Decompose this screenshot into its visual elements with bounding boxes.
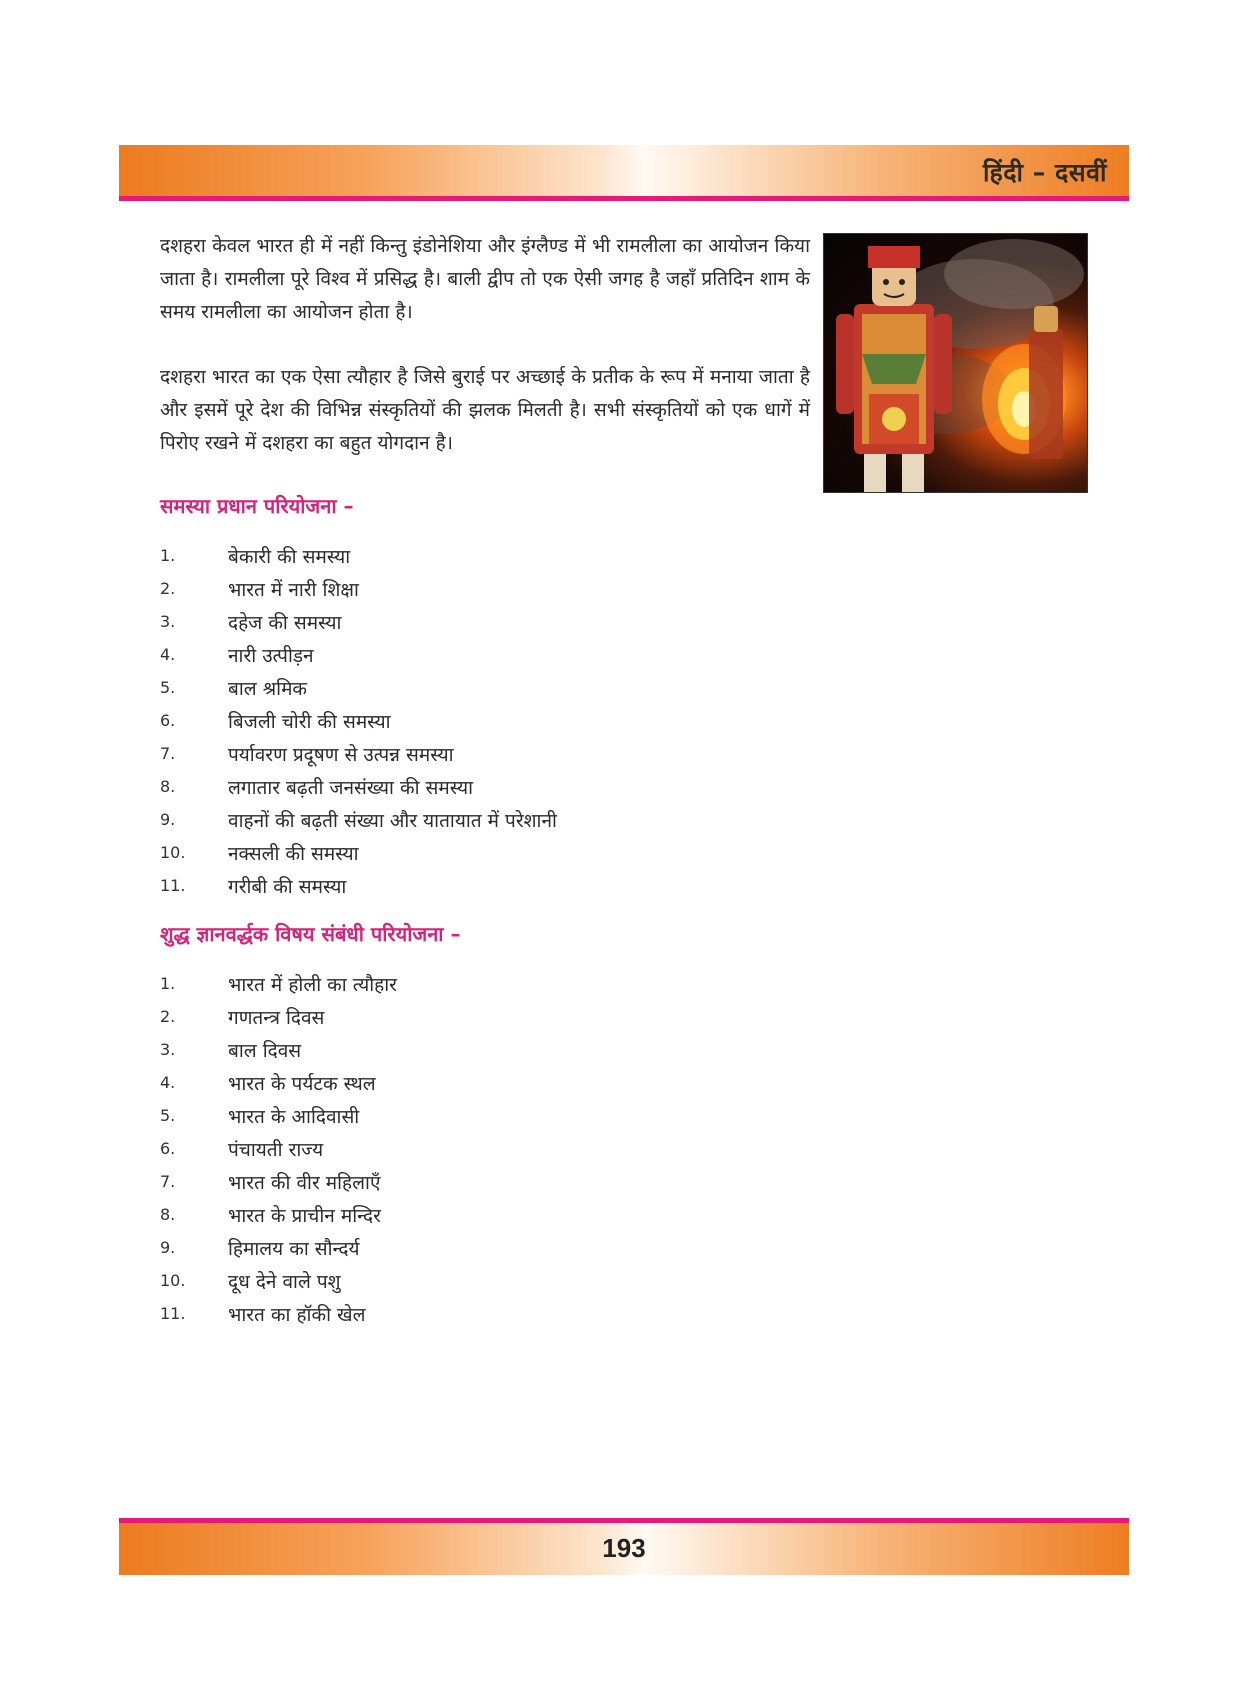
header-band bbox=[119, 145, 1129, 196]
list-text: नारी उत्पीड़न bbox=[228, 644, 314, 667]
list-item bbox=[160, 737, 810, 770]
list-item bbox=[160, 1099, 810, 1132]
list-number: 9. bbox=[160, 1238, 176, 1257]
list-text: पंचायती राज्य bbox=[228, 1138, 324, 1161]
list-text: दूध देने वाले पशु bbox=[228, 1270, 341, 1293]
intro-paragraph-1: दशहरा केवल भारत ही में नहीं किन्तु इंडोनेशिया और इंग्लैण्ड में भी रामलीला का आयोजन किया जाता है। रामलीला पूरे विश्व में प्रसिद्ध है। बाली द्वीप तो एक ऐसी जगह है जहाँ प्रतिदिन शाम के समय रामलीला का आयोजन होता है। bbox=[160, 235, 810, 323]
list-item bbox=[160, 1165, 810, 1198]
list-number: 4. bbox=[160, 645, 176, 664]
list-item bbox=[160, 638, 810, 671]
list-number: 6. bbox=[160, 711, 176, 730]
list-item bbox=[160, 770, 810, 803]
problem-projects-list bbox=[160, 539, 810, 902]
list-number: 2. bbox=[160, 579, 176, 598]
list-item bbox=[160, 605, 810, 638]
list-number: 5. bbox=[160, 678, 176, 697]
list-number: 3. bbox=[160, 1040, 176, 1059]
section-title-problem-projects: समस्या प्रधान परियोजना – bbox=[160, 494, 354, 518]
list-item bbox=[160, 967, 810, 1000]
list-text: बाल दिवस bbox=[228, 1039, 302, 1062]
list-text: बाल श्रमिक bbox=[228, 677, 308, 700]
list-item bbox=[160, 1198, 810, 1231]
list-text: भारत के आदिवासी bbox=[228, 1105, 360, 1128]
effigy-illustration bbox=[824, 234, 1087, 492]
list-number: 1. bbox=[160, 974, 176, 993]
list-number: 3. bbox=[160, 612, 176, 631]
list-text: पर्यावरण प्रदूषण से उत्पन्न समस्या bbox=[228, 743, 454, 766]
list-number: 6. bbox=[160, 1139, 176, 1158]
list-item bbox=[160, 1231, 810, 1264]
list-number: 11. bbox=[160, 1304, 186, 1323]
list-item bbox=[160, 572, 810, 605]
list-number: 10. bbox=[160, 843, 186, 862]
list-text: भारत के प्राचीन मन्दिर bbox=[228, 1204, 381, 1227]
list-number: 11. bbox=[160, 876, 186, 895]
list-text: भारत में नारी शिक्षा bbox=[228, 578, 359, 601]
list-text: नक्सली की समस्या bbox=[228, 842, 359, 865]
list-text: भारत में होली का त्यौहार bbox=[228, 973, 397, 996]
list-text: हिमालय का सौन्दर्य bbox=[228, 1237, 360, 1260]
list-item bbox=[160, 1132, 810, 1165]
list-text: बेकारी की समस्या bbox=[228, 545, 351, 568]
list-text: भारत का हॉकी खेल bbox=[228, 1303, 366, 1326]
list-item bbox=[160, 1000, 810, 1033]
intro-paragraph-2: दशहरा भारत का एक ऐसा त्यौहार है जिसे बुराई पर अच्छाई के प्रतीक के रूप में मनाया जाता है और इसमें पूरे देश की विभिन्न संस्कृतियों की झलक मिलती है। सभी संस्कृतियों को एक धागें में पिरोए रखने में दशहरा का बहुत योगदान है। bbox=[160, 366, 810, 454]
list-text: गणतन्त्र दिवस bbox=[228, 1006, 325, 1029]
list-item bbox=[160, 869, 810, 902]
header-title: हिंदी – दसवीं bbox=[983, 158, 1107, 187]
list-item bbox=[160, 704, 810, 737]
section-title-knowledge-projects: शुद्ध ज्ञानवर्द्धक विषय संबंधी परियोजना – bbox=[160, 922, 461, 946]
list-text: वाहनों की बढ़ती संख्या और यातायात में परेशानी bbox=[228, 809, 557, 832]
list-number: 8. bbox=[160, 777, 176, 796]
list-text: लगातार बढ़ती जनसंख्या की समस्या bbox=[228, 776, 474, 799]
list-number: 9. bbox=[160, 810, 176, 829]
page-number: 193 bbox=[602, 1533, 646, 1563]
list-number: 7. bbox=[160, 1172, 176, 1191]
list-number: 7. bbox=[160, 744, 176, 763]
footer-band bbox=[119, 1523, 1129, 1575]
list-text: दहेज की समस्या bbox=[228, 611, 342, 634]
list-number: 1. bbox=[160, 546, 176, 565]
list-item bbox=[160, 836, 810, 869]
list-number: 8. bbox=[160, 1205, 176, 1224]
header-divider bbox=[119, 196, 1129, 201]
knowledge-projects-list bbox=[160, 967, 810, 1330]
list-text: गरीबी की समस्या bbox=[228, 875, 347, 898]
list-item bbox=[160, 1297, 810, 1330]
main-content bbox=[160, 230, 810, 1348]
dussehra-effigy-photo bbox=[823, 233, 1088, 493]
list-item bbox=[160, 671, 810, 704]
list-item bbox=[160, 1033, 810, 1066]
list-number: 10. bbox=[160, 1271, 186, 1290]
list-item bbox=[160, 1066, 810, 1099]
list-item bbox=[160, 539, 810, 572]
list-item bbox=[160, 803, 810, 836]
list-text: बिजली चोरी की समस्या bbox=[228, 710, 391, 733]
list-text: भारत की वीर महिलाएँ bbox=[228, 1171, 381, 1194]
list-number: 2. bbox=[160, 1007, 176, 1026]
list-number: 4. bbox=[160, 1073, 176, 1092]
list-number: 5. bbox=[160, 1106, 176, 1125]
list-text: भारत के पर्यटक स्थल bbox=[228, 1072, 376, 1095]
list-item bbox=[160, 1264, 810, 1297]
